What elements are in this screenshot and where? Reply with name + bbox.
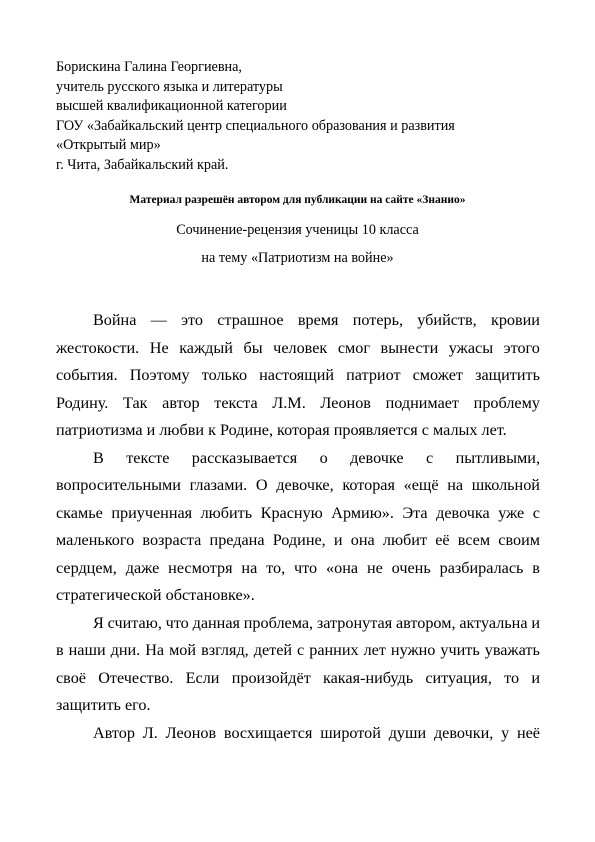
body-word: и [531, 668, 540, 687]
body-word: вопросительными [56, 476, 181, 494]
body-word: с [425, 448, 434, 467]
body-word: несмотря [168, 558, 233, 577]
author-position: учитель русского языка и литературы [56, 78, 283, 95]
body-word: ужасы [448, 338, 494, 357]
body-word: Автор [93, 723, 135, 742]
body-word: девочки, [433, 723, 494, 742]
body-word: Леонов [165, 723, 217, 742]
body-word: нужно [390, 641, 436, 659]
body-word: жестокости. [56, 338, 140, 357]
body-word: души [388, 723, 427, 742]
body-word: страшное [217, 311, 284, 329]
body-word: каждый [179, 338, 233, 357]
body-word: на [241, 558, 258, 577]
body-word: не [366, 558, 383, 577]
body-word: у [501, 723, 510, 742]
body-word: защитить [475, 366, 540, 384]
body-word: возраста [142, 531, 202, 549]
body-word: очень [391, 558, 431, 577]
body-word: считаю, [107, 613, 162, 632]
body-word: глазами. [189, 476, 248, 494]
body-line-text: стратегической обстановке». [56, 586, 255, 604]
body-word: которая [342, 476, 395, 494]
body-word: человек [273, 338, 328, 357]
body-word: приученная [111, 503, 193, 522]
body-word: её [435, 531, 450, 549]
author-category: высшей квалификационной категории [56, 98, 287, 115]
body-word: любит [382, 531, 428, 549]
body-word: Я [93, 613, 104, 632]
body-word: пытливыми, [455, 448, 540, 467]
body-line [56, 390, 540, 418]
body-word: даже [125, 558, 160, 577]
body-word: на [447, 476, 464, 494]
body-word: взгляд, [201, 641, 249, 659]
body-word: своё [56, 668, 86, 687]
body-word: настоящий [259, 366, 335, 384]
body-word: лет [363, 641, 386, 659]
body-word: Если [185, 668, 220, 687]
body-line [56, 610, 540, 638]
body-line [56, 637, 540, 665]
body-word: актуальна [459, 613, 528, 632]
body-word: в [56, 641, 64, 659]
body-word: своим [498, 531, 540, 549]
body-word: о [319, 448, 328, 467]
body-word: Родине, [272, 531, 326, 549]
body-line [56, 445, 540, 473]
author-name: Борискина Галина Георгиевна, [56, 59, 242, 75]
body-line-text: патриотизма и любви к Родине, которая проявляется с малых лет. [56, 421, 507, 439]
body-word: наши [68, 641, 106, 659]
essay-title-line-1: Сочинение-рецензия ученицы 10 класса [176, 222, 419, 238]
publication-notice: Материал разрешён автором для публикации на сайте «Знанио» [129, 194, 466, 206]
body-word: убийств, [417, 311, 477, 329]
body-word: что [165, 613, 189, 632]
body-word: то [504, 668, 520, 687]
body-word: На [145, 641, 165, 659]
body-word: данная [192, 613, 240, 632]
body-word: ситуация, [425, 668, 492, 687]
body-word: неё [516, 723, 540, 742]
body-word: потерь, [352, 311, 404, 329]
body-line [56, 720, 540, 748]
body-word: широтой [320, 723, 381, 742]
body-word: автором, [395, 613, 456, 632]
body-word: девочке [350, 448, 404, 467]
body-word: дни. [110, 641, 141, 659]
body-word: этого [503, 338, 540, 357]
body-word: Эта [402, 503, 428, 522]
body-word: уже [498, 503, 525, 522]
body-word: сердцем, [56, 558, 117, 577]
body-word: мой [169, 641, 197, 659]
body-word: только [201, 366, 248, 384]
body-word: время [297, 311, 339, 329]
body-line [56, 527, 540, 555]
body-word: Леонов [320, 393, 371, 412]
body-line [56, 500, 540, 528]
body-word: Война [93, 311, 137, 329]
body-word: в [532, 558, 540, 577]
body-word: вынести [380, 338, 439, 357]
body-word: Так [122, 393, 148, 412]
body-line [56, 362, 540, 390]
body-word: Л.М. [272, 393, 306, 412]
body-word: с [532, 503, 540, 522]
body-word: Л. [142, 723, 158, 742]
author-organization-name: «Открытый мир» [56, 137, 161, 154]
body-word: Не [149, 338, 169, 357]
body-word: затронутая [316, 613, 393, 632]
body-word: кровии [490, 311, 540, 329]
body-word: Отечество. [98, 668, 174, 687]
body-word: разбиралась [439, 558, 524, 577]
body-word: произойдёт [231, 668, 311, 687]
body-word: «она [326, 558, 359, 577]
body-word: всем [457, 531, 491, 549]
body-word: «ещё [403, 476, 439, 494]
body-word: девочка [436, 503, 490, 522]
body-line [56, 417, 540, 445]
author-organization: ГОУ «Забайкальский центр специального образования и развития [56, 117, 455, 134]
body-word: школьной [471, 476, 540, 494]
body-line [56, 335, 540, 363]
body-word: какая-нибудь [323, 668, 414, 687]
body-word: восхищается [223, 723, 313, 742]
body-word: — [150, 311, 167, 329]
author-block [56, 58, 556, 176]
body-word: предана [209, 531, 265, 549]
body-word: поднимает [385, 393, 460, 412]
author-location: г. Чита, Забайкальский край. [56, 156, 229, 173]
body-word: Красную [260, 503, 323, 522]
body-word: скамье [56, 503, 103, 522]
body-word: проблему [473, 393, 540, 412]
body-word: бы [243, 338, 263, 357]
body-word: тексте [126, 448, 170, 467]
body-word: Поэтому [129, 366, 190, 384]
body-word: Родину. [56, 393, 109, 412]
body-word: проблема, [243, 613, 314, 632]
body-word: то, [266, 558, 286, 577]
essay-body [56, 307, 540, 747]
body-word: смог [337, 338, 370, 357]
body-word: сможет [412, 366, 463, 384]
body-word: она [350, 531, 375, 549]
body-line-text: защитить его. [56, 696, 151, 714]
body-word: любить [200, 503, 253, 522]
body-word: девочке, [276, 476, 334, 494]
body-line [56, 307, 540, 335]
body-word: Армию». [331, 503, 394, 522]
body-line [56, 472, 540, 500]
body-word: события. [56, 366, 118, 384]
body-word: автор [162, 393, 200, 412]
body-word: текста [214, 393, 258, 412]
body-word: и [531, 613, 540, 632]
essay-title-line-2: на тему «Патриотизм на войне» [201, 250, 394, 266]
body-word: В [93, 448, 104, 467]
body-line [56, 555, 540, 583]
body-line [56, 665, 540, 693]
body-word: и [333, 531, 343, 549]
body-word: учить [440, 641, 480, 659]
body-word: что [294, 558, 318, 577]
body-word: уважать [484, 641, 540, 659]
body-word: О [255, 476, 268, 494]
body-word: с [297, 641, 305, 659]
body-word: маленького [56, 531, 135, 549]
body-line [56, 692, 540, 720]
body-word: рассказывается [191, 448, 298, 467]
body-word: ранних [309, 641, 359, 659]
body-word: детей [253, 641, 293, 659]
body-word: патриот [346, 366, 401, 384]
body-word: это [181, 311, 203, 329]
body-line [56, 582, 540, 610]
